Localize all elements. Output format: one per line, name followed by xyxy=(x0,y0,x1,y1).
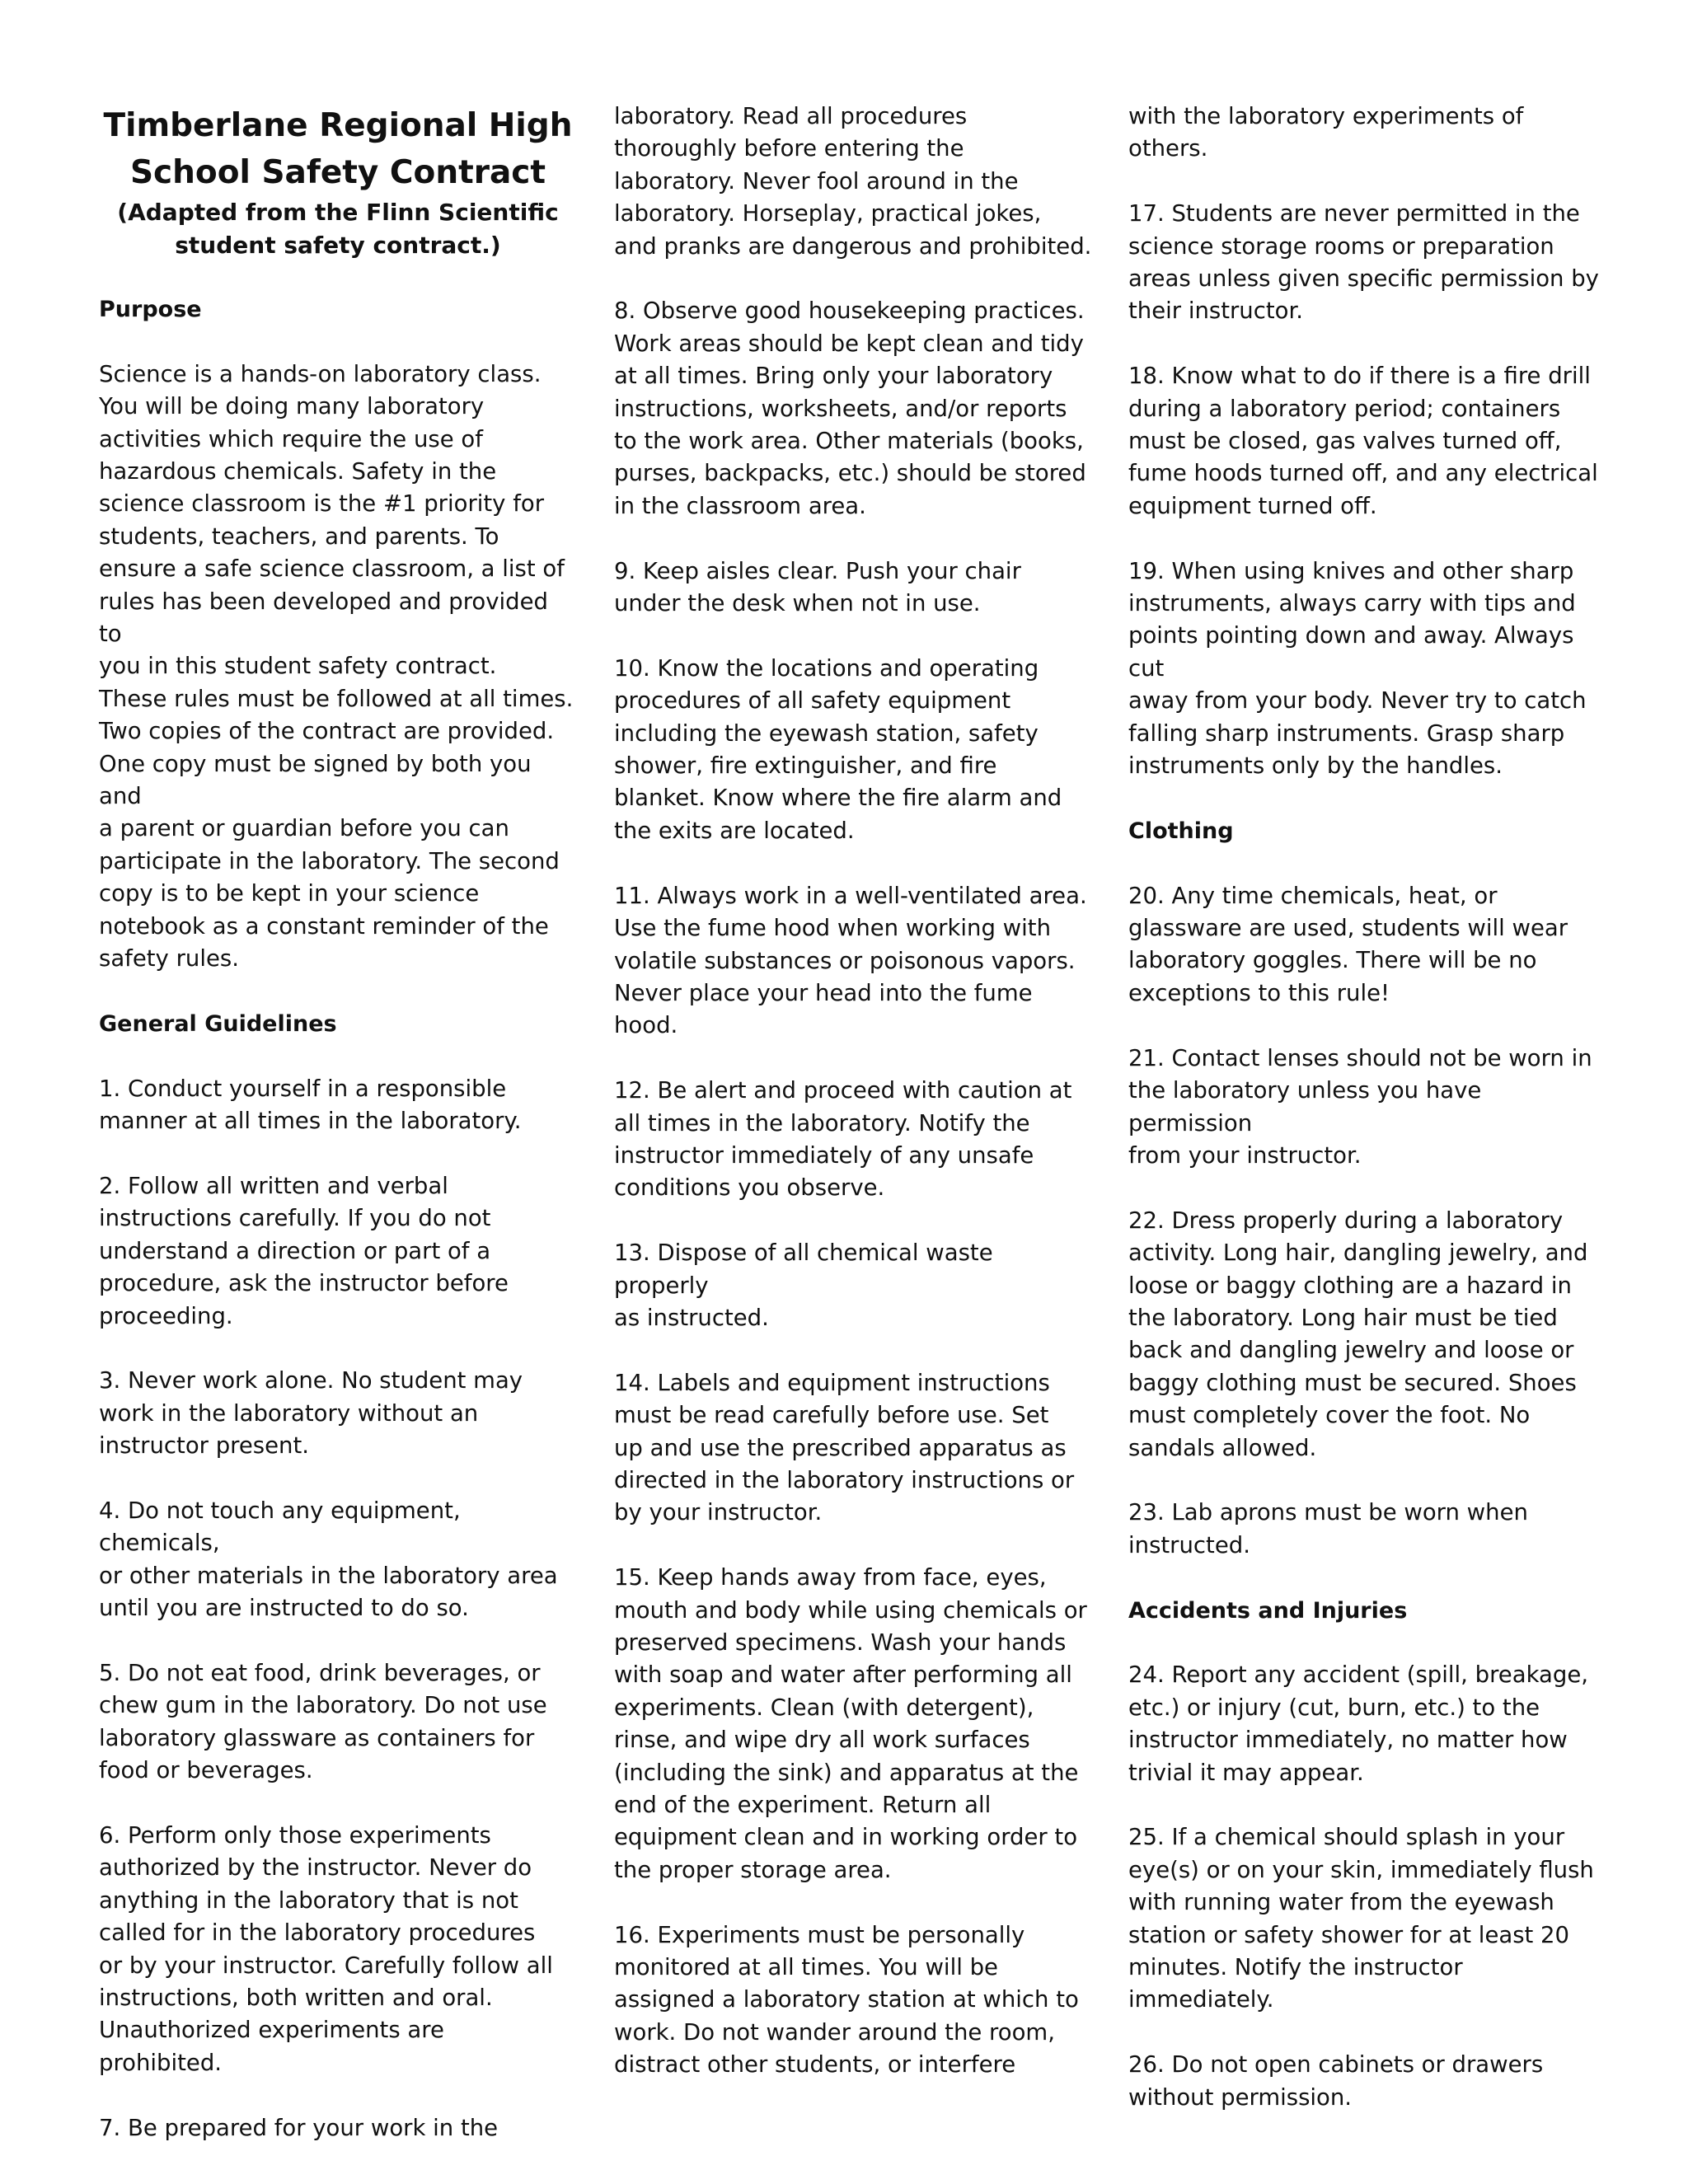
rule-5: 5. Do not eat food, drink beverages, or chew gum in the laboratory. Do not use laboratory glassware as containers for food or beverages. xyxy=(99,1659,547,1784)
rule-2: 2. Follow all written and verbal instructions carefully. If you do not understand a direction or part of a procedure, ask the instructor before proceeding. xyxy=(99,1172,509,1329)
rule-7-start: 7. Be prepared for your work in the xyxy=(99,2114,499,2141)
rule-19: 19. When using knives and other sharp instruments, always carry with tips and points pointing down and away. Always cut away from your body. Never try to catch falling sharp instruments. Grasp sharp instruments only by the handles. xyxy=(1128,557,1587,780)
rule-25: 25. If a chemical should splash in your eye(s) or on your skin, immediately flush with running water from the eyewash station or safety shower for at least 20 minutes. Notify the instructor immediately. xyxy=(1128,1824,1594,2013)
document-title: Timberlane Regional High School Safety Contract xyxy=(103,107,573,191)
rule-22: 22. Dress properly during a laboratory activity. Long hair, dangling jewelry, and loose or baggy clothing are a hazard in the laboratory. Long hair must be tied back and dangling jewelry and loose or baggy clothing must be secured. Shoes must completely cover the foot. No sandals allowed. xyxy=(1128,1207,1588,1461)
accidents-injuries-heading: Accidents and Injuries xyxy=(1128,1597,1408,1624)
rule-4: 4. Do not touch any equipment, chemicals, or other materials in the laboratory area until you are instructed to do so. xyxy=(99,1497,558,1622)
rule-17: 17. Students are never permitted in the science storage rooms or preparation areas unless given specific permission by their instructor. xyxy=(1128,200,1599,325)
rule-26: 26. Do not open cabinets or drawers without permission. xyxy=(1128,2051,1544,2111)
rule-21: 21. Contact lenses should not be worn in the laboratory unless you have permission from your instructor. xyxy=(1128,1044,1592,1169)
document-subtitle: (Adapted from the Flinn Scientific student safety contract.) xyxy=(117,199,559,259)
rule-16-continued: with the laboratory experiments of others. xyxy=(1128,103,1524,162)
column-1 xyxy=(99,101,577,2144)
rule-18: 18. Know what to do if there is a fire drill during a laboratory period; containers must be closed, gas valves turned off, fume hoods turned off, and any electrical equipment turned off. xyxy=(1128,363,1598,519)
rule-13: 13. Dispose of all chemical waste properly as instructed. xyxy=(614,1240,993,1331)
purpose-paragraph: Science is a hands-on laboratory class. You will be doing many laboratory activities which require the use of hazardous chemicals. Safety in the science classroom is the #1 priority for students, teachers, and parents. To ensure a safe science classroom, a list of rules has been developed and provided to you in this student safety contract. These rules must be followed at all times. Two copies of the contract are provided. One copy must be signed by both you and a parent or guardian before you can participate in the laboratory. The second copy is to be kept in your science notebook as a constant reminder of the safety rules. xyxy=(99,360,574,972)
rule-8: 8. Observe good housekeeping practices. Work areas should be kept clean and tidy at all times. Bring only your laboratory instructions, worksheets, and/or reports to the work area. Other materials (books, purses, backpacks, etc.) should be stored in the classroom area. xyxy=(614,298,1086,519)
rule-3: 3. Never work alone. No student may work in the laboratory without an instructor present. xyxy=(99,1367,523,1460)
rule-23: 23. Lab aprons must be worn when instructed. xyxy=(1128,1499,1528,1558)
rule-7-continued: laboratory. Read all procedures thoroughly before entering the laboratory. Never fool around in the laboratory. Horseplay, practical jokes, and pranks are dangerous and prohibited. xyxy=(614,103,1092,260)
purpose-heading: Purpose xyxy=(99,297,202,322)
column-3 xyxy=(1128,101,1606,2114)
rule-10: 10. Know the locations and operating procedures of all safety equipment including the eyewash station, safety shower, fire extinguisher, and fire blanket. Know where the fire alarm and the exits are located. xyxy=(614,654,1062,844)
clothing-heading: Clothing xyxy=(1128,818,1234,844)
rule-11: 11. Always work in a well-ventilated area. Use the fume hood when working with volatile substances or poisonous vapors. Never place your head into the fume hood. xyxy=(614,882,1087,1039)
rule-6: 6. Perform only those experiments authorized by the instructor. Never do anything in the laboratory that is not called for in the laboratory procedures or by your instructor. Carefully follow all instructions, both written and oral. Unauthorized experiments are prohibited. xyxy=(99,1821,553,2076)
rule-20: 20. Any time chemicals, heat, or glassware are used, students will wear laboratory goggles. There will be no exceptions to this rule! xyxy=(1128,882,1568,1006)
rule-12: 12. Be alert and proceed with caution at all times in the laboratory. Notify the instructor immediately of any unsafe conditions you observe. xyxy=(614,1077,1072,1202)
general-guidelines-heading: General Guidelines xyxy=(99,1010,337,1037)
rule-16-start: 16. Experiments must be personally monitored at all times. You will be assigned a laboratory station at which to work. Do not wander around the room, distract other students, or interfere xyxy=(614,1921,1079,2079)
rule-14: 14. Labels and equipment instructions must be read carefully before use. Set up and use the prescribed apparatus as directed in the laboratory instructions or by your instructor. xyxy=(614,1369,1075,1526)
rule-24: 24. Report any accident (spill, breakage, etc.) or injury (cut, burn, etc.) to the instructor immediately, no matter how trivial it may appear. xyxy=(1128,1661,1588,1786)
rule-9: 9. Keep aisles clear. Push your chair under the desk when not in use. xyxy=(614,557,1021,617)
rule-15: 15. Keep hands away from face, eyes, mouth and body while using chemicals or preserved specimens. Wash your hands with soap and water after performing all experiments. Clean (with detergent), rinse, and wipe dry all work surfaces (including the sink) and apparatus at the end of the experiment. Return all equipment clean and in working order to the proper storage area. xyxy=(614,1564,1087,1883)
column-2 xyxy=(614,101,1092,2082)
rule-1: 1. Conduct yourself in a responsible manner at all times in the laboratory. xyxy=(99,1075,522,1135)
